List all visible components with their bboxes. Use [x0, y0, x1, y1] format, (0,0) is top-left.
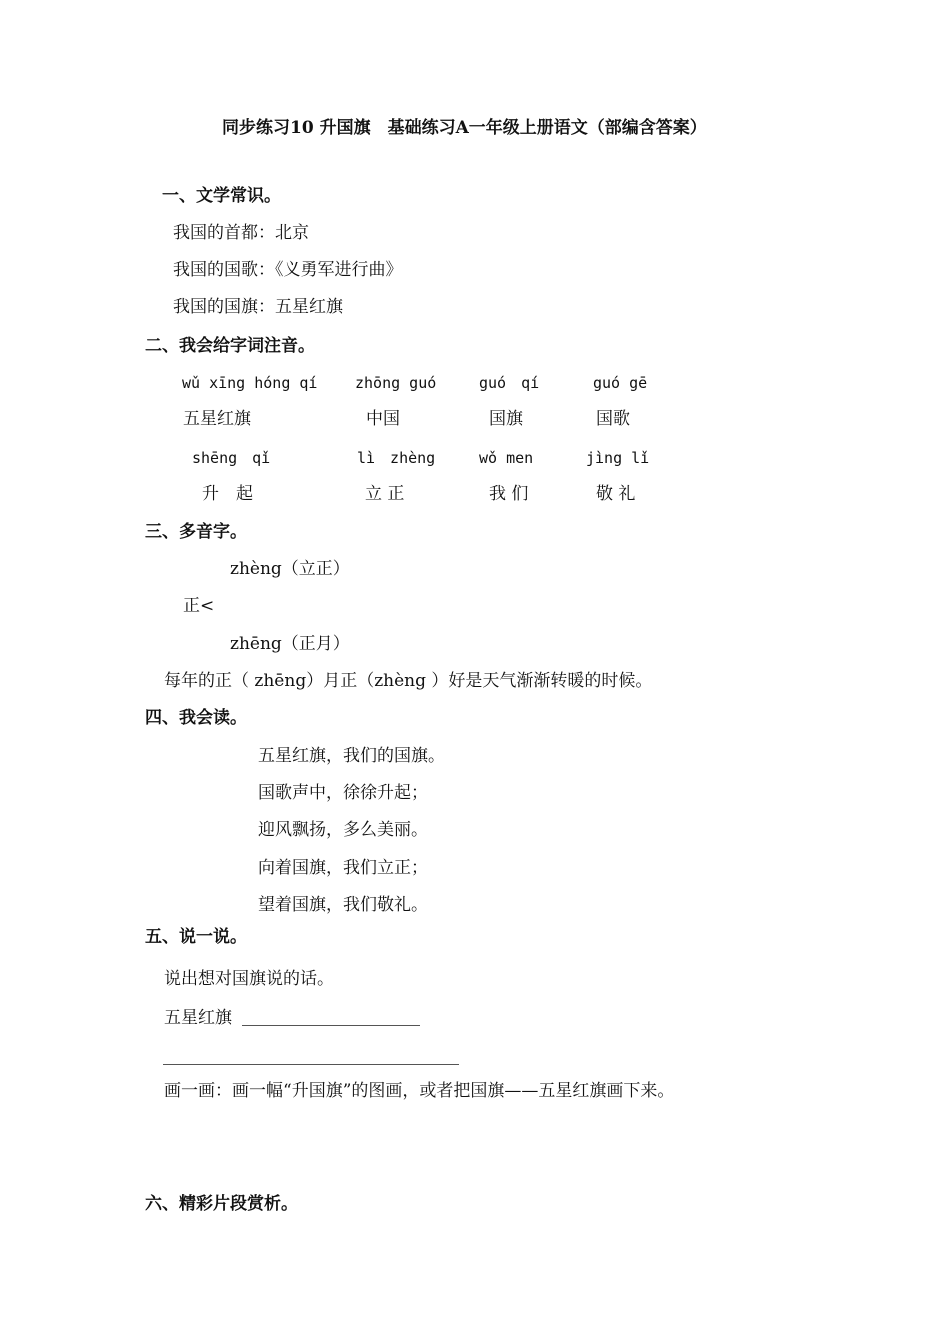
pinyin-1-2: zhōng guó — [355, 374, 437, 392]
page-title: 同步练习10 升国旗 基础练习A一年级上册语文（部编含答案） — [222, 118, 707, 138]
section-2-heading: 二、我会给字词注音。 — [145, 336, 315, 356]
pinyin-2-3: wǒ men — [479, 449, 534, 467]
speak-prompt: 说出想对国旗说的话。 — [164, 969, 334, 989]
polyphone-char: 正< — [183, 596, 215, 616]
hanzi-2-3: 我 们 — [489, 484, 529, 504]
pinyin-1-3: guó qí — [479, 374, 540, 392]
hanzi-2-2: 立 正 — [365, 484, 405, 504]
poem-line-1: 五星红旗，我们的国旗。 — [258, 746, 445, 766]
pinyin-1-1: wǔ xīng hóng qí — [182, 374, 318, 392]
fill-prefix: 五星红旗 — [164, 1008, 232, 1028]
hanzi-2-4: 敬 礼 — [596, 484, 636, 504]
section-3-heading: 三、多音字。 — [145, 522, 247, 542]
polyphone-reading-1: zhèng（立正） — [230, 559, 350, 579]
fact-capital: 我国的首都：北京 — [173, 223, 309, 243]
poem-line-5: 望着国旗，我们敬礼。 — [258, 895, 428, 915]
poem-line-2: 国歌声中，徐徐升起； — [258, 783, 428, 803]
section-1-heading: 一、文学常识。 — [162, 186, 281, 206]
poem-line-3: 迎风飘扬，多么美丽。 — [258, 820, 428, 840]
fact-anthem: 我国的国歌：《义勇军进行曲》 — [173, 260, 403, 280]
fill-blank-line-2 — [163, 1064, 459, 1065]
section-4-heading: 四、我会读。 — [145, 708, 247, 728]
section-6-heading: 六、精彩片段赏析。 — [145, 1194, 298, 1214]
pinyin-2-2: lì zhèng — [357, 449, 436, 467]
hanzi-1-1: 五星红旗 — [183, 409, 251, 429]
hanzi-1-2: 中国 — [366, 409, 400, 429]
polyphone-sentence: 每年的正（ zhēng）月正（zhèng ）好是天气渐渐转暖的时候。 — [164, 671, 653, 691]
draw-instruction: 画一画：画一幅“升国旗”的图画，或者把国旗——五星红旗画下来。 — [164, 1081, 675, 1101]
fact-flag: 我国的国旗：五星红旗 — [173, 297, 343, 317]
hanzi-1-3: 国旗 — [489, 409, 523, 429]
hanzi-1-4: 国歌 — [596, 409, 630, 429]
hanzi-2-1: 升 起 — [202, 484, 253, 504]
pinyin-2-4: jìng lǐ — [586, 449, 650, 467]
poem-line-4: 向着国旗，我们立正； — [258, 858, 428, 878]
pinyin-1-4: guó gē — [593, 374, 648, 392]
pinyin-2-1: shēng qǐ — [192, 449, 271, 467]
polyphone-reading-2: zhēng（正月） — [230, 634, 350, 654]
fill-blank-line-1 — [242, 1025, 420, 1026]
section-5-heading: 五、说一说。 — [145, 927, 247, 947]
